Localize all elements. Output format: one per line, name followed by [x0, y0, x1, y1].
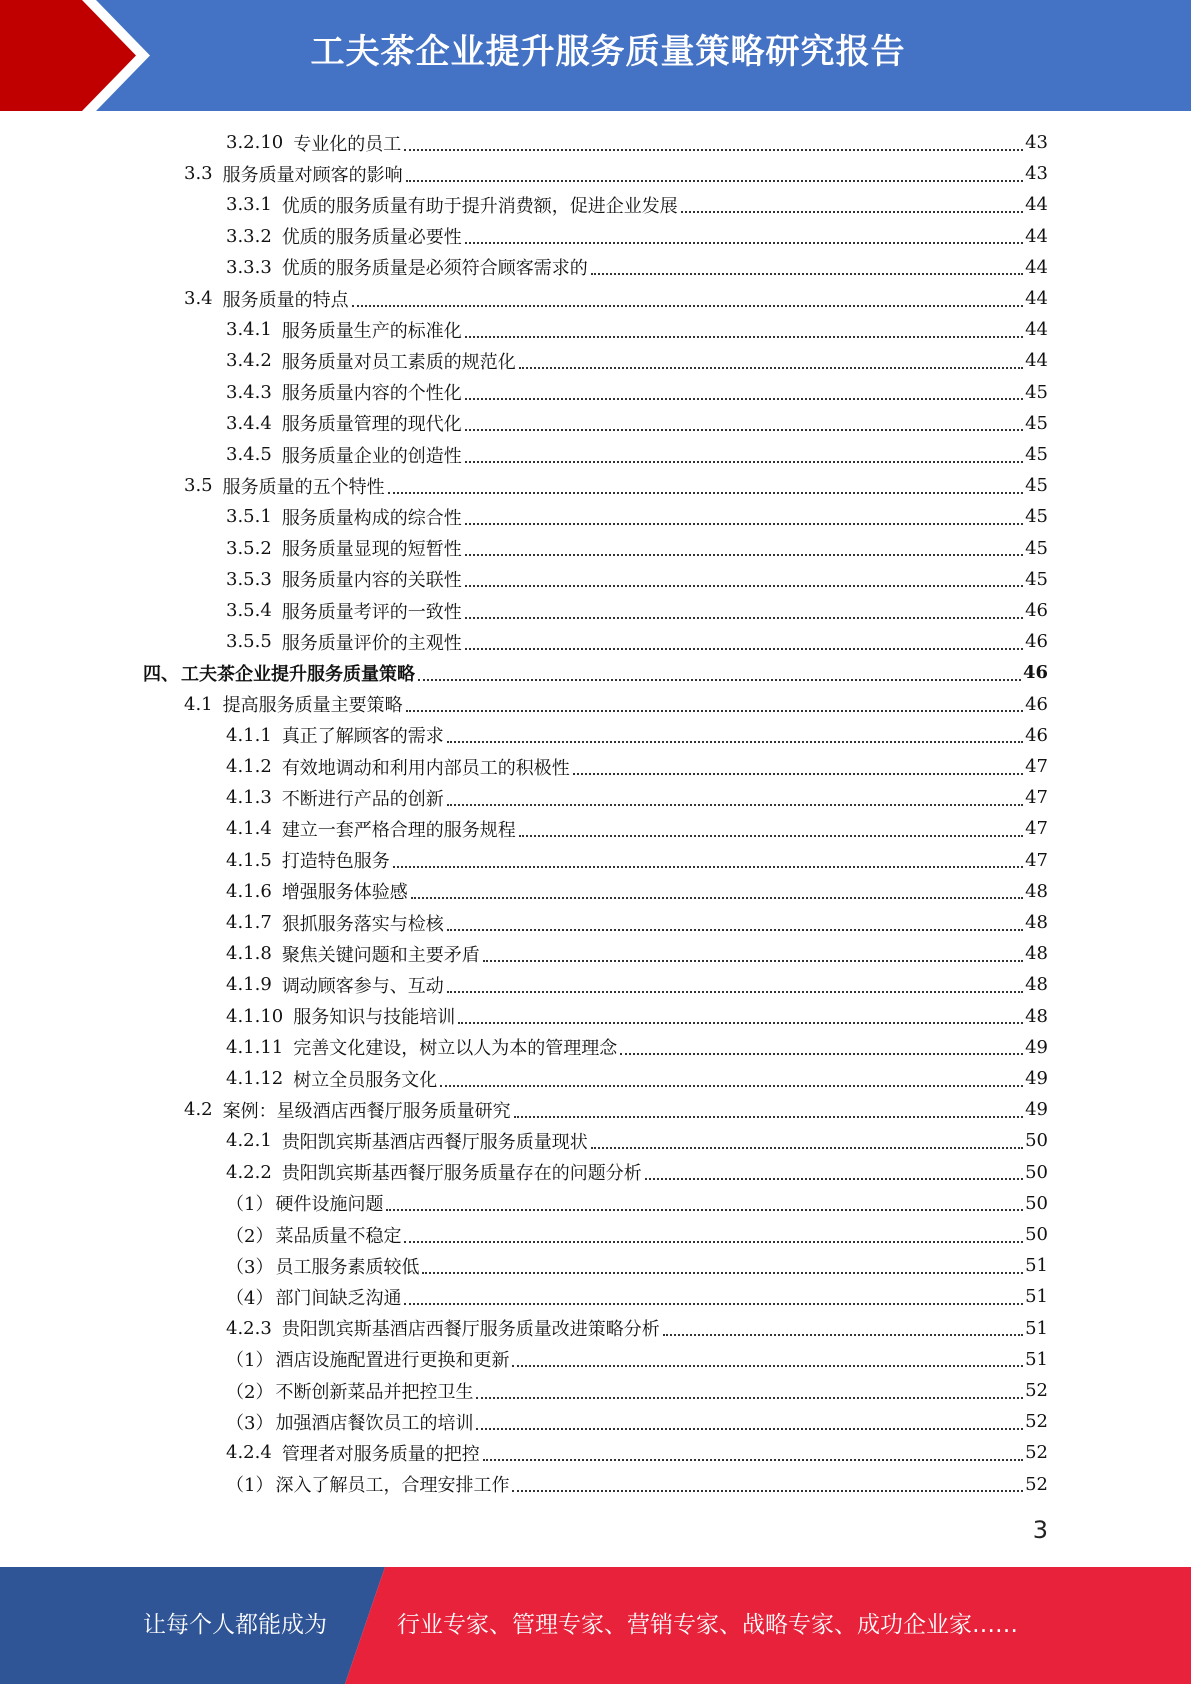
toc-entry[interactable] [226, 127, 1048, 158]
toc-entry-number: 3.3.3 [226, 256, 272, 278]
toc-entry-number: （2） [226, 1225, 274, 1247]
toc-entry[interactable] [226, 1219, 1048, 1250]
toc-entry[interactable] [226, 564, 1048, 595]
page-number: 3 [1032, 1516, 1048, 1544]
toc-dot-leader [465, 461, 1023, 463]
toc-entry-page: 50 [1025, 1224, 1048, 1245]
toc-dot-leader [519, 367, 1023, 369]
toc-entry-page: 52 [1025, 1411, 1048, 1433]
toc-entry[interactable] [184, 158, 1048, 189]
toc-entry-title: 优质的服务质量有助于提升消费额，促进企业发展 [281, 195, 678, 217]
toc-entry-title: 真正了解顾客的需求 [281, 726, 444, 748]
toc-entry-number: 四、 [143, 663, 179, 685]
toc-entry-number: 4.1 [184, 693, 213, 715]
document-title: 工夫茶企业提升服务质量策略研究报告 [310, 32, 906, 72]
toc-entry-number: （1） [226, 1194, 274, 1216]
toc-entry-title: 服务质量考评的一致性 [281, 601, 462, 623]
toc-entry-title: 服务质量管理的现代化 [281, 414, 462, 436]
toc-entry-number: 4.2.1 [226, 1130, 272, 1152]
toc-dot-leader [406, 180, 1023, 182]
toc-entry-page: 50 [1025, 1130, 1048, 1152]
toc-dot-leader [681, 211, 1023, 213]
toc-entry-page: 49 [1025, 1068, 1048, 1089]
toc-entry-number: 3.4.4 [226, 412, 272, 434]
toc-entry[interactable] [226, 1001, 1048, 1032]
toc-entry-number: （1） [226, 1350, 274, 1372]
toc-dot-leader [591, 1147, 1023, 1149]
toc-entry-number: 3.4.5 [226, 444, 272, 465]
toc-entry-title: 打造特色服务 [281, 851, 390, 873]
toc-entry-title: 菜品质量不稳定 [275, 1225, 402, 1247]
toc-entry-title: 服务质量的五个特性 [222, 476, 385, 498]
toc-entry-page: 48 [1025, 912, 1048, 933]
toc-entry[interactable] [226, 1406, 1048, 1437]
toc-entry-number: 3.4.1 [226, 319, 272, 341]
toc-entry-title: 管理者对服务质量的把控 [281, 1443, 480, 1465]
toc-entry[interactable] [226, 969, 1048, 1000]
toc-dot-leader [422, 1272, 1023, 1274]
toc-entry-number: 4.1.12 [226, 1068, 284, 1089]
toc-entry-number: 4.1.8 [226, 943, 272, 965]
toc-entry[interactable] [226, 876, 1048, 907]
toc-entry-number: 3.3.1 [226, 194, 272, 216]
toc-dot-leader [352, 305, 1023, 307]
toc-dot-leader [418, 679, 1021, 681]
toc-entry-page: 45 [1025, 444, 1048, 465]
toc-entry-number: （3） [226, 1256, 274, 1278]
toc-entry-number: 3.4.3 [226, 381, 272, 403]
toc-entry-number: 4.1.5 [226, 849, 272, 871]
toc-dot-leader [447, 929, 1023, 931]
toc-entry[interactable] [226, 595, 1048, 626]
toc-entry-number: 3.4 [184, 288, 213, 309]
toc-entry-title: 聚焦关键问题和主要矛盾 [281, 944, 480, 966]
toc-entry-number: 3.3.2 [226, 225, 272, 247]
toc-dot-leader [404, 1303, 1023, 1305]
toc-dot-leader [465, 617, 1023, 619]
toc-entry-page: 46 [1025, 724, 1048, 746]
toc-entry-number: 3.5.4 [226, 600, 272, 621]
toc-entry-page: 51 [1025, 1286, 1048, 1308]
toc-entry-page: 46 [1025, 693, 1048, 715]
toc-entry[interactable] [226, 1313, 1048, 1344]
toc-entry[interactable] [226, 252, 1048, 283]
toc-entry-title: 优质的服务质量必要性 [281, 227, 462, 249]
page-header [0, 0, 1191, 111]
toc-dot-leader [591, 273, 1023, 275]
toc-entry-title: 有效地调动和利用内部员工的积极性 [281, 757, 570, 779]
toc-entry-title: 树立全员服务文化 [293, 1069, 438, 1091]
toc-entry-page: 45 [1025, 381, 1048, 403]
toc-entry-number: 4.2.4 [226, 1442, 272, 1464]
toc-entry-page: 52 [1025, 1442, 1048, 1464]
toc-dot-leader [404, 149, 1023, 151]
toc-dot-leader [447, 991, 1023, 993]
toc-entry-title: 优质的服务质量是必须符合顾客需求的 [281, 258, 588, 280]
toc-entry[interactable] [226, 1063, 1048, 1094]
toc-dot-leader [465, 398, 1023, 400]
toc-entry-title: 服务质量评价的主观性 [281, 632, 462, 654]
toc-entry-title: 深入了解员工，合理安排工作 [275, 1475, 510, 1497]
toc-entry-number: 3.4.2 [226, 350, 272, 372]
toc-entry-page: 44 [1025, 319, 1048, 341]
toc-entry-title: 服务知识与技能培训 [293, 1007, 456, 1029]
toc-entry-title: 部门间缺乏沟通 [275, 1287, 402, 1309]
toc-entry-number: （1） [226, 1475, 274, 1497]
toc-dot-leader [465, 648, 1023, 650]
toc-entry-title: 增强服务体验感 [281, 882, 408, 904]
toc-entry-title: 服务质量的特点 [222, 289, 349, 311]
toc-entry[interactable] [226, 782, 1048, 813]
toc-entry[interactable] [226, 845, 1048, 876]
toc-entry-number: 4.1.7 [226, 912, 272, 933]
toc-entry-number: 3.5.2 [226, 537, 272, 559]
toc-dot-leader [519, 835, 1023, 837]
toc-dot-leader [404, 1241, 1023, 1243]
toc-entry[interactable] [226, 1375, 1048, 1406]
toc-entry-title: 服务质量显现的短暂性 [281, 539, 462, 561]
toc-entry-page: 52 [1025, 1473, 1048, 1495]
toc-entry-page: 50 [1025, 1161, 1048, 1183]
toc-dot-leader [465, 336, 1023, 338]
toc-entry-page: 47 [1025, 849, 1048, 871]
toc-dot-leader [465, 523, 1023, 525]
toc-entry[interactable] [226, 907, 1048, 938]
toc-dot-leader [465, 554, 1023, 556]
toc-entry[interactable] [184, 1094, 1048, 1125]
toc-entry[interactable] [226, 1250, 1048, 1281]
toc-dot-leader [458, 1022, 1023, 1024]
toc-entry[interactable] [226, 1281, 1048, 1312]
toc-dot-leader [476, 1397, 1023, 1399]
toc-entry-page: 44 [1025, 350, 1048, 372]
toc-entry-title: 服务质量构成的综合性 [281, 507, 462, 529]
toc-entry[interactable] [226, 533, 1048, 564]
toc-dot-leader [483, 1459, 1023, 1461]
toc-entry[interactable] [226, 626, 1048, 657]
toc-dot-leader [663, 1334, 1023, 1336]
toc-entry[interactable] [226, 813, 1048, 844]
toc-entry-number: （3） [226, 1412, 274, 1434]
toc-entry-title: 服务质量对顾客的影响 [222, 164, 403, 186]
footer-slogan-right: 行业专家、管理专家、营销专家、战略专家、成功企业家…… [397, 1612, 1018, 1638]
toc-entry-number: 4.1.3 [226, 787, 272, 809]
toc-entry-page: 52 [1025, 1380, 1048, 1401]
toc-dot-leader [386, 1209, 1023, 1211]
toc-dot-leader [388, 492, 1023, 494]
toc-entry-page: 44 [1025, 256, 1048, 278]
toc-entry-number: 3.5 [184, 475, 213, 497]
toc-entry-number: 4.1.4 [226, 818, 272, 840]
toc-entry-title: 员工服务素质较低 [275, 1256, 420, 1278]
toc-entry[interactable] [226, 938, 1048, 969]
toc-entry-page: 51 [1025, 1348, 1048, 1370]
toc-entry-title: 服务质量企业的创造性 [281, 445, 462, 467]
toc-entry-title: 完善文化建设，树立以人为本的管理理念 [293, 1038, 618, 1060]
toc-dot-leader [447, 741, 1023, 743]
toc-dot-leader [465, 242, 1023, 244]
toc-entry-page: 44 [1025, 194, 1048, 216]
toc-entry[interactable] [226, 501, 1048, 532]
toc-entry-title: 建立一套严格合理的服务规程 [281, 819, 516, 841]
toc-entry-title: 调动顾客参与、互动 [281, 975, 444, 997]
toc-entry[interactable] [226, 1032, 1048, 1063]
toc-dot-leader [447, 804, 1023, 806]
toc-entry-number: 4.2.3 [226, 1317, 272, 1339]
toc-entry-title: 贵阳凯宾斯基西餐厅服务质量存在的问题分析 [281, 1163, 642, 1185]
toc-entry-page: 45 [1025, 412, 1048, 434]
toc-entry-page: 45 [1025, 537, 1048, 559]
toc-entry[interactable] [184, 283, 1048, 314]
footer-slogan-left: 让每个人都能成为 [143, 1612, 327, 1638]
toc-entry-number: 4.2 [184, 1099, 213, 1121]
toc-entry[interactable] [226, 314, 1048, 345]
toc-entry-page: 48 [1025, 1005, 1048, 1027]
toc-entry-page: 47 [1025, 756, 1048, 777]
toc-entry-title: 服务质量内容的个性化 [281, 383, 462, 405]
toc-entry-page: 46 [1025, 631, 1048, 653]
toc-entry-page: 47 [1025, 818, 1048, 840]
toc-entry[interactable] [226, 221, 1048, 252]
toc-dot-leader [645, 1178, 1023, 1180]
toc-entry-number: 4.1.10 [226, 1005, 284, 1027]
toc-dot-leader [476, 1428, 1023, 1430]
toc-entry-page: 49 [1025, 1099, 1048, 1121]
toc-dot-leader [440, 1085, 1023, 1087]
toc-entry-page: 48 [1025, 943, 1048, 965]
toc-entry-page: 49 [1025, 1036, 1048, 1058]
toc-entry-title: 工夫茶企业提升服务质量策略 [181, 663, 415, 685]
toc-entry[interactable] [226, 1469, 1048, 1500]
toc-entry-page: 50 [1025, 1192, 1048, 1214]
toc-entry-number: 4.1.9 [226, 974, 272, 996]
toc-entry-number: 3.5.3 [226, 568, 272, 590]
toc-entry-title: 贵阳凯宾斯基酒店西餐厅服务质量改进策略分析 [281, 1319, 660, 1341]
toc-entry-title: 专业化的员工 [293, 133, 402, 155]
page-footer [0, 1567, 1191, 1684]
toc-entry-number: 4.1.1 [226, 724, 272, 746]
toc-dot-leader [620, 1053, 1023, 1055]
toc-entry[interactable] [226, 1157, 1048, 1188]
toc-dot-leader [411, 897, 1023, 899]
toc-entry-page: 43 [1025, 163, 1048, 185]
toc-entry[interactable] [184, 470, 1048, 501]
toc-entry-number: 3.5.1 [226, 506, 272, 528]
toc-entry-page: 44 [1025, 225, 1048, 247]
toc-dot-leader [483, 960, 1023, 962]
toc-entry-title: 狠抓服务落实与检核 [281, 913, 444, 935]
toc-entry[interactable] [226, 408, 1048, 439]
toc-entry-page: 48 [1025, 974, 1048, 996]
toc-entry-page: 47 [1025, 787, 1048, 809]
toc-entry-title: 贵阳凯宾斯基酒店西餐厅服务质量现状 [281, 1131, 588, 1153]
toc-entry[interactable] [226, 439, 1048, 470]
toc-entry-title: 加强酒店餐饮员工的培训 [275, 1412, 474, 1434]
toc-entry[interactable] [143, 657, 1048, 688]
toc-entry[interactable] [226, 751, 1048, 782]
toc-entry-number: （4） [226, 1287, 274, 1309]
toc-entry[interactable] [226, 1188, 1048, 1219]
toc-entry-number: 3.3 [184, 163, 213, 185]
toc-entry-page: 45 [1025, 506, 1048, 528]
toc-dot-leader [573, 773, 1023, 775]
toc-entry-number: （2） [226, 1381, 274, 1403]
toc-entry-page: 45 [1025, 568, 1048, 590]
toc-entry-number: 3.5.5 [226, 631, 272, 653]
toc-entry-title: 服务质量内容的关联性 [281, 570, 462, 592]
toc-entry-number: 4.1.11 [226, 1036, 284, 1058]
toc-entry-title: 硬件设施问题 [275, 1194, 384, 1216]
toc-dot-leader [512, 1365, 1023, 1367]
toc-entry[interactable] [226, 1125, 1048, 1156]
toc-entry[interactable] [226, 1437, 1048, 1468]
toc-entry-number: 4.2.2 [226, 1161, 272, 1183]
toc-entry-title: 酒店设施配置进行更换和更新 [275, 1350, 510, 1372]
toc-entry[interactable] [226, 377, 1048, 408]
toc-dot-leader [512, 1490, 1023, 1492]
toc-entry-number: 4.1.6 [226, 880, 272, 902]
toc-entry-title: 不断创新菜品并把控卫生 [275, 1381, 474, 1403]
toc-entry-number: 3.2.10 [226, 132, 284, 153]
toc-entry[interactable] [226, 189, 1048, 220]
toc-dot-leader [406, 710, 1023, 712]
toc-dot-leader [393, 866, 1023, 868]
toc-entry-title: 服务质量生产的标准化 [281, 320, 462, 342]
toc-entry-page: 46 [1022, 662, 1048, 684]
toc-entry-title: 案例：星级酒店西餐厅服务质量研究 [222, 1100, 511, 1122]
toc-entry-title: 提高服务质量主要策略 [222, 695, 403, 717]
toc-entry-title: 服务质量对员工素质的规范化 [281, 351, 516, 373]
toc-dot-leader [465, 429, 1023, 431]
toc-entry[interactable] [184, 689, 1048, 720]
toc-entry[interactable] [226, 1344, 1048, 1375]
toc-entry-page: 43 [1025, 132, 1048, 153]
toc-entry[interactable] [226, 720, 1048, 751]
toc-entry-title: 不断进行产品的创新 [281, 788, 444, 810]
toc-dot-leader [465, 585, 1023, 587]
toc-entry-page: 48 [1025, 880, 1048, 902]
toc-dot-leader [514, 1116, 1023, 1118]
toc-entry-page: 51 [1025, 1317, 1048, 1339]
toc-entry[interactable] [226, 345, 1048, 376]
toc-entry-page: 46 [1025, 600, 1048, 621]
toc-entry-page: 51 [1025, 1255, 1048, 1277]
toc-entry-number: 4.1.2 [226, 756, 272, 777]
toc-entry-page: 44 [1025, 288, 1048, 309]
toc-entry-page: 45 [1025, 475, 1048, 497]
